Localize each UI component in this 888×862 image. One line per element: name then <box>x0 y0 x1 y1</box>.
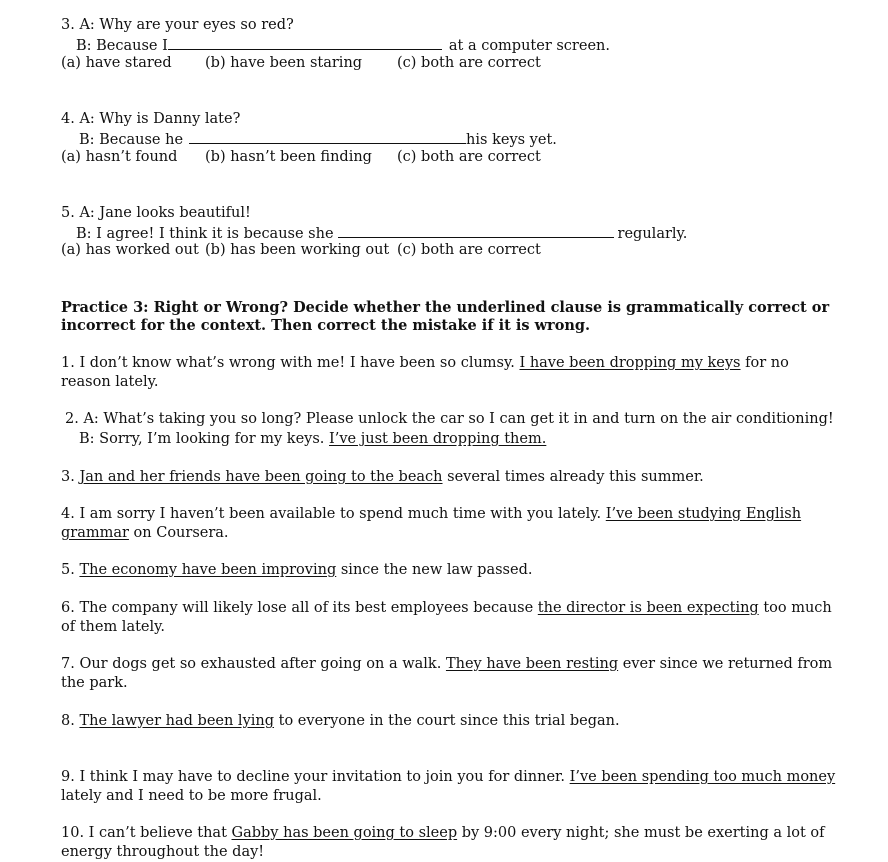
item-4-continued <box>61 524 229 543</box>
option-c: (c) both are correct <box>397 242 541 258</box>
item-7 <box>61 655 832 674</box>
item-text: 5. <box>61 562 80 578</box>
response-suffix: regularly. <box>617 226 688 242</box>
item-10-continued: energy throughout the day! <box>61 844 265 860</box>
underlined-clause: I’ve just been dropping them. <box>329 431 547 447</box>
item-text: for no <box>740 355 789 371</box>
item-9 <box>61 768 835 787</box>
item-text: on Coursera. <box>128 525 229 541</box>
underlined-clause: They have been resting <box>445 656 619 672</box>
item-4 <box>61 505 801 524</box>
response-prefix: B: I agree! I think it is because she <box>76 226 334 242</box>
option-a: (a) has worked out <box>61 242 199 258</box>
response-suffix: his keys yet. <box>466 132 557 148</box>
underlined-clause: The economy have been improving <box>79 562 337 578</box>
item-5 <box>61 561 532 580</box>
item-text: 4. I am sorry I haven’t been available to spend much time with you lately. <box>61 506 606 522</box>
item-text: ever since we returned from <box>618 656 833 672</box>
underlined-clause-continued: grammar <box>61 525 129 541</box>
practice-3-heading-continued: incorrect for the context. Then correct the mistake if it is wrong. <box>61 317 591 334</box>
response-prefix: B: Because he <box>79 132 184 148</box>
item-text: 7. Our dogs get so exhausted after going on a walk. <box>61 656 446 672</box>
option-a: (a) have stared <box>61 55 172 71</box>
item-8 <box>61 712 620 731</box>
item-text: 3. <box>61 469 80 485</box>
item-text: too much <box>758 600 832 616</box>
question-3-prompt: 3. A: Why are your eyes so red? <box>61 17 294 33</box>
item-text: 10. I can’t believe that <box>61 825 232 841</box>
item-7-continued: the park. <box>61 675 128 691</box>
response-prefix: B: Because I <box>76 38 168 54</box>
item-1 <box>61 354 789 373</box>
item-2-response <box>79 430 546 449</box>
underlined-clause: The lawyer had been lying <box>79 713 275 729</box>
question-4-response <box>79 129 557 150</box>
item-text: 9. I think I may have to decline your invitation to join you for dinner. <box>61 769 570 785</box>
item-text: 8. <box>61 713 80 729</box>
underlined-clause: I’ve been studying English <box>605 506 802 522</box>
option-a: (a) hasn’t found <box>61 149 178 165</box>
response-suffix: at a computer screen. <box>448 38 610 54</box>
option-c: (c) both are correct <box>397 55 541 71</box>
option-c: (c) both are correct <box>397 149 541 165</box>
option-b: (b) have been staring <box>205 55 363 71</box>
practice-3-heading: Practice 3: Right or Wrong? Decide whether the underlined clause is grammatically correct or <box>61 299 830 316</box>
item-3 <box>61 468 704 487</box>
item-text: 6. The company will likely lose all of its best employees because <box>61 600 538 616</box>
question-5-prompt: 5. A: Jane looks beautiful! <box>61 205 251 221</box>
item-1-continued: reason lately. <box>61 374 159 390</box>
item-10 <box>61 824 825 843</box>
item-text: to everyone in the court since this trial began. <box>274 713 620 729</box>
question-3-response <box>76 35 610 56</box>
option-b: (b) has been working out <box>205 242 390 258</box>
underlined-clause: I’ve been spending too much money <box>569 769 836 785</box>
item-text: several times already this summer. <box>442 469 704 485</box>
underlined-clause: Jan and her friends have been going to the beach <box>79 469 443 485</box>
question-4-prompt: 4. A: Why is Danny late? <box>61 111 241 127</box>
item-text: since the new law passed. <box>336 562 533 578</box>
underlined-clause: I have been dropping my keys <box>519 355 741 371</box>
item-text: B: Sorry, I’m looking for my keys. <box>79 431 330 447</box>
item-9-continued: lately and I need to be more frugal. <box>61 788 322 804</box>
answer-blank[interactable] <box>168 35 442 50</box>
item-6 <box>61 599 832 618</box>
answer-blank[interactable] <box>338 223 614 238</box>
item-6-continued: of them lately. <box>61 619 166 635</box>
item-text: 1. I don’t know what’s wrong with me! I have been so clumsy. <box>61 355 520 371</box>
item-2: 2. A: What’s taking you so long? Please unlock the car so I can get it in and turn on the air conditioning! <box>65 411 834 427</box>
underlined-clause: the director is been expecting <box>537 600 759 616</box>
answer-blank[interactable] <box>189 129 466 144</box>
option-b: (b) hasn’t been finding <box>205 149 372 165</box>
underlined-clause: Gabby has been going to sleep <box>231 825 458 841</box>
item-text: by 9:00 every night; she must be exerting a lot of <box>457 825 825 841</box>
